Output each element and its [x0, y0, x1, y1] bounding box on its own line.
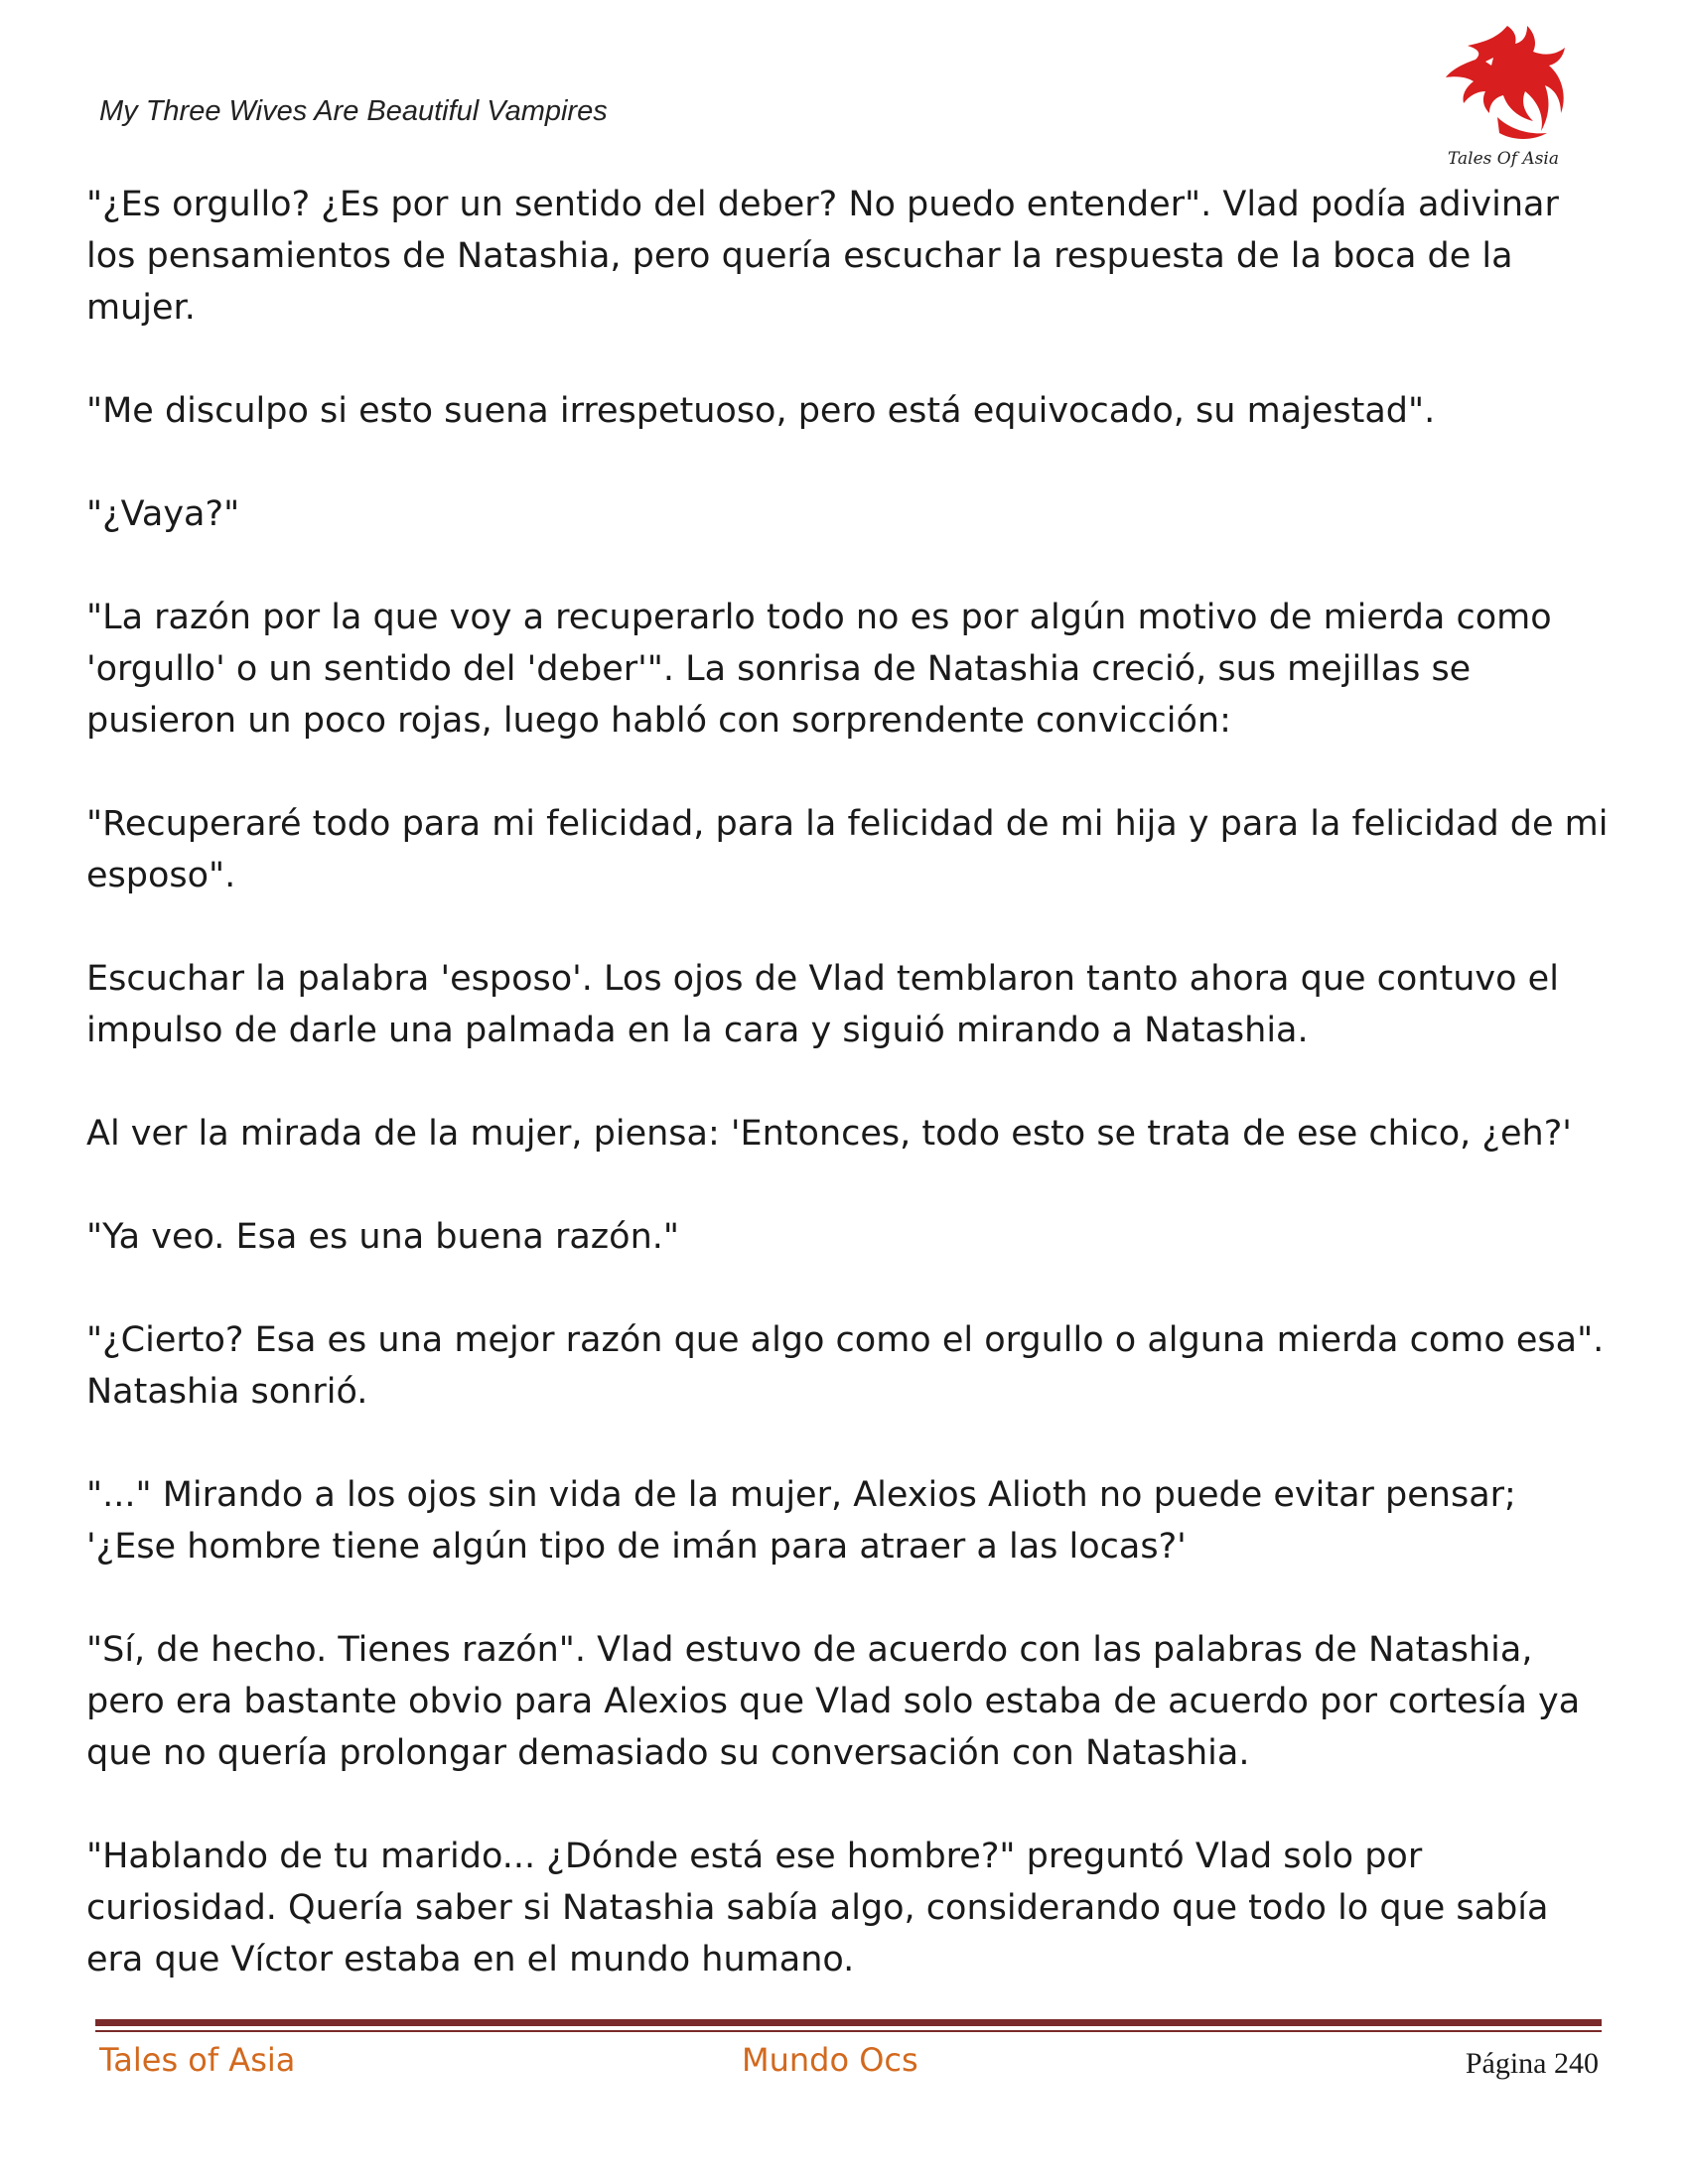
book-title: My Three Wives Are Beautiful Vampires: [99, 95, 608, 127]
footer-divider-thin: [95, 2030, 1602, 2032]
paragraph: "¿Cierto? Esa es una mejor razón que algo como el orgullo o alguna mierda como esa". Natashia sonrió.: [86, 1320, 1605, 1412]
paragraph: Al ver la mirada de la mujer, piensa: 'Entonces, todo esto se trata de ese chico, ¿eh?': [86, 1114, 1572, 1154]
footer-divider: [95, 2019, 1602, 2026]
paragraph: "Me disculpo si esto suena irrespetuoso, pero está equivocado, su majestad".: [86, 391, 1436, 431]
chapter-body: [86, 179, 1616, 2037]
paragraph: "..." Mirando a los ojos sin vida de la mujer, Alexios Alioth no puede evitar pensar; '¿Ese hombre tiene algún tipo de imán para atraer a las locas?': [86, 1475, 1516, 1567]
logo-caption: Tales Of Asia: [1448, 149, 1559, 169]
footer-publisher: Tales of Asia: [99, 2041, 296, 2079]
page-number: Página 240: [1465, 2047, 1599, 2080]
paragraph: "¿Vaya?": [86, 494, 240, 534]
paragraph: "Ya veo. Esa es una buena razón.": [86, 1217, 679, 1257]
paragraph: "Sí, de hecho. Tienes razón". Vlad estuvo de acuerdo con las palabras de Natashia, pero era bastante obvio para Alexios que Vlad solo estaba de acuerdo por cortesía ya que no quería prolongar demasiado su conversación con Natashia.: [86, 1630, 1581, 1773]
paragraph: Escuchar la palabra 'esposo'. Los ojos de Vlad temblaron tanto ahora que contuvo el impulso de darle una palmada en la cara y siguió mirando a Natashia.: [86, 959, 1559, 1050]
footer-section: Mundo Ocs: [742, 2041, 918, 2079]
paragraph: "Hablando de tu marido... ¿Dónde está ese hombre?" preguntó Vlad solo por curiosidad. Quería saber si Natashia sabía algo, considerando que todo lo que sabía era que Víctor estaba en el mundo humano.: [86, 1837, 1549, 1979]
paragraph: "La razón por la que voy a recuperarlo todo no es por algún motivo de mierda como 'orgullo' o un sentido del 'deber'". La sonrisa de Natashia creció, sus mejillas se pusieron un poco rojas, luego habló con sorprendente convicción:: [86, 598, 1552, 741]
paragraph: "Recuperaré todo para mi felicidad, para la felicidad de mi hija y para la felicidad de mi esposo".: [86, 804, 1609, 895]
paragraph: "¿Es orgullo? ¿Es por un sentido del deber? No puedo entender". Vlad podía adivinar los pensamientos de Natashia, pero quería escuchar la respuesta de la boca de la mujer.: [86, 185, 1559, 328]
